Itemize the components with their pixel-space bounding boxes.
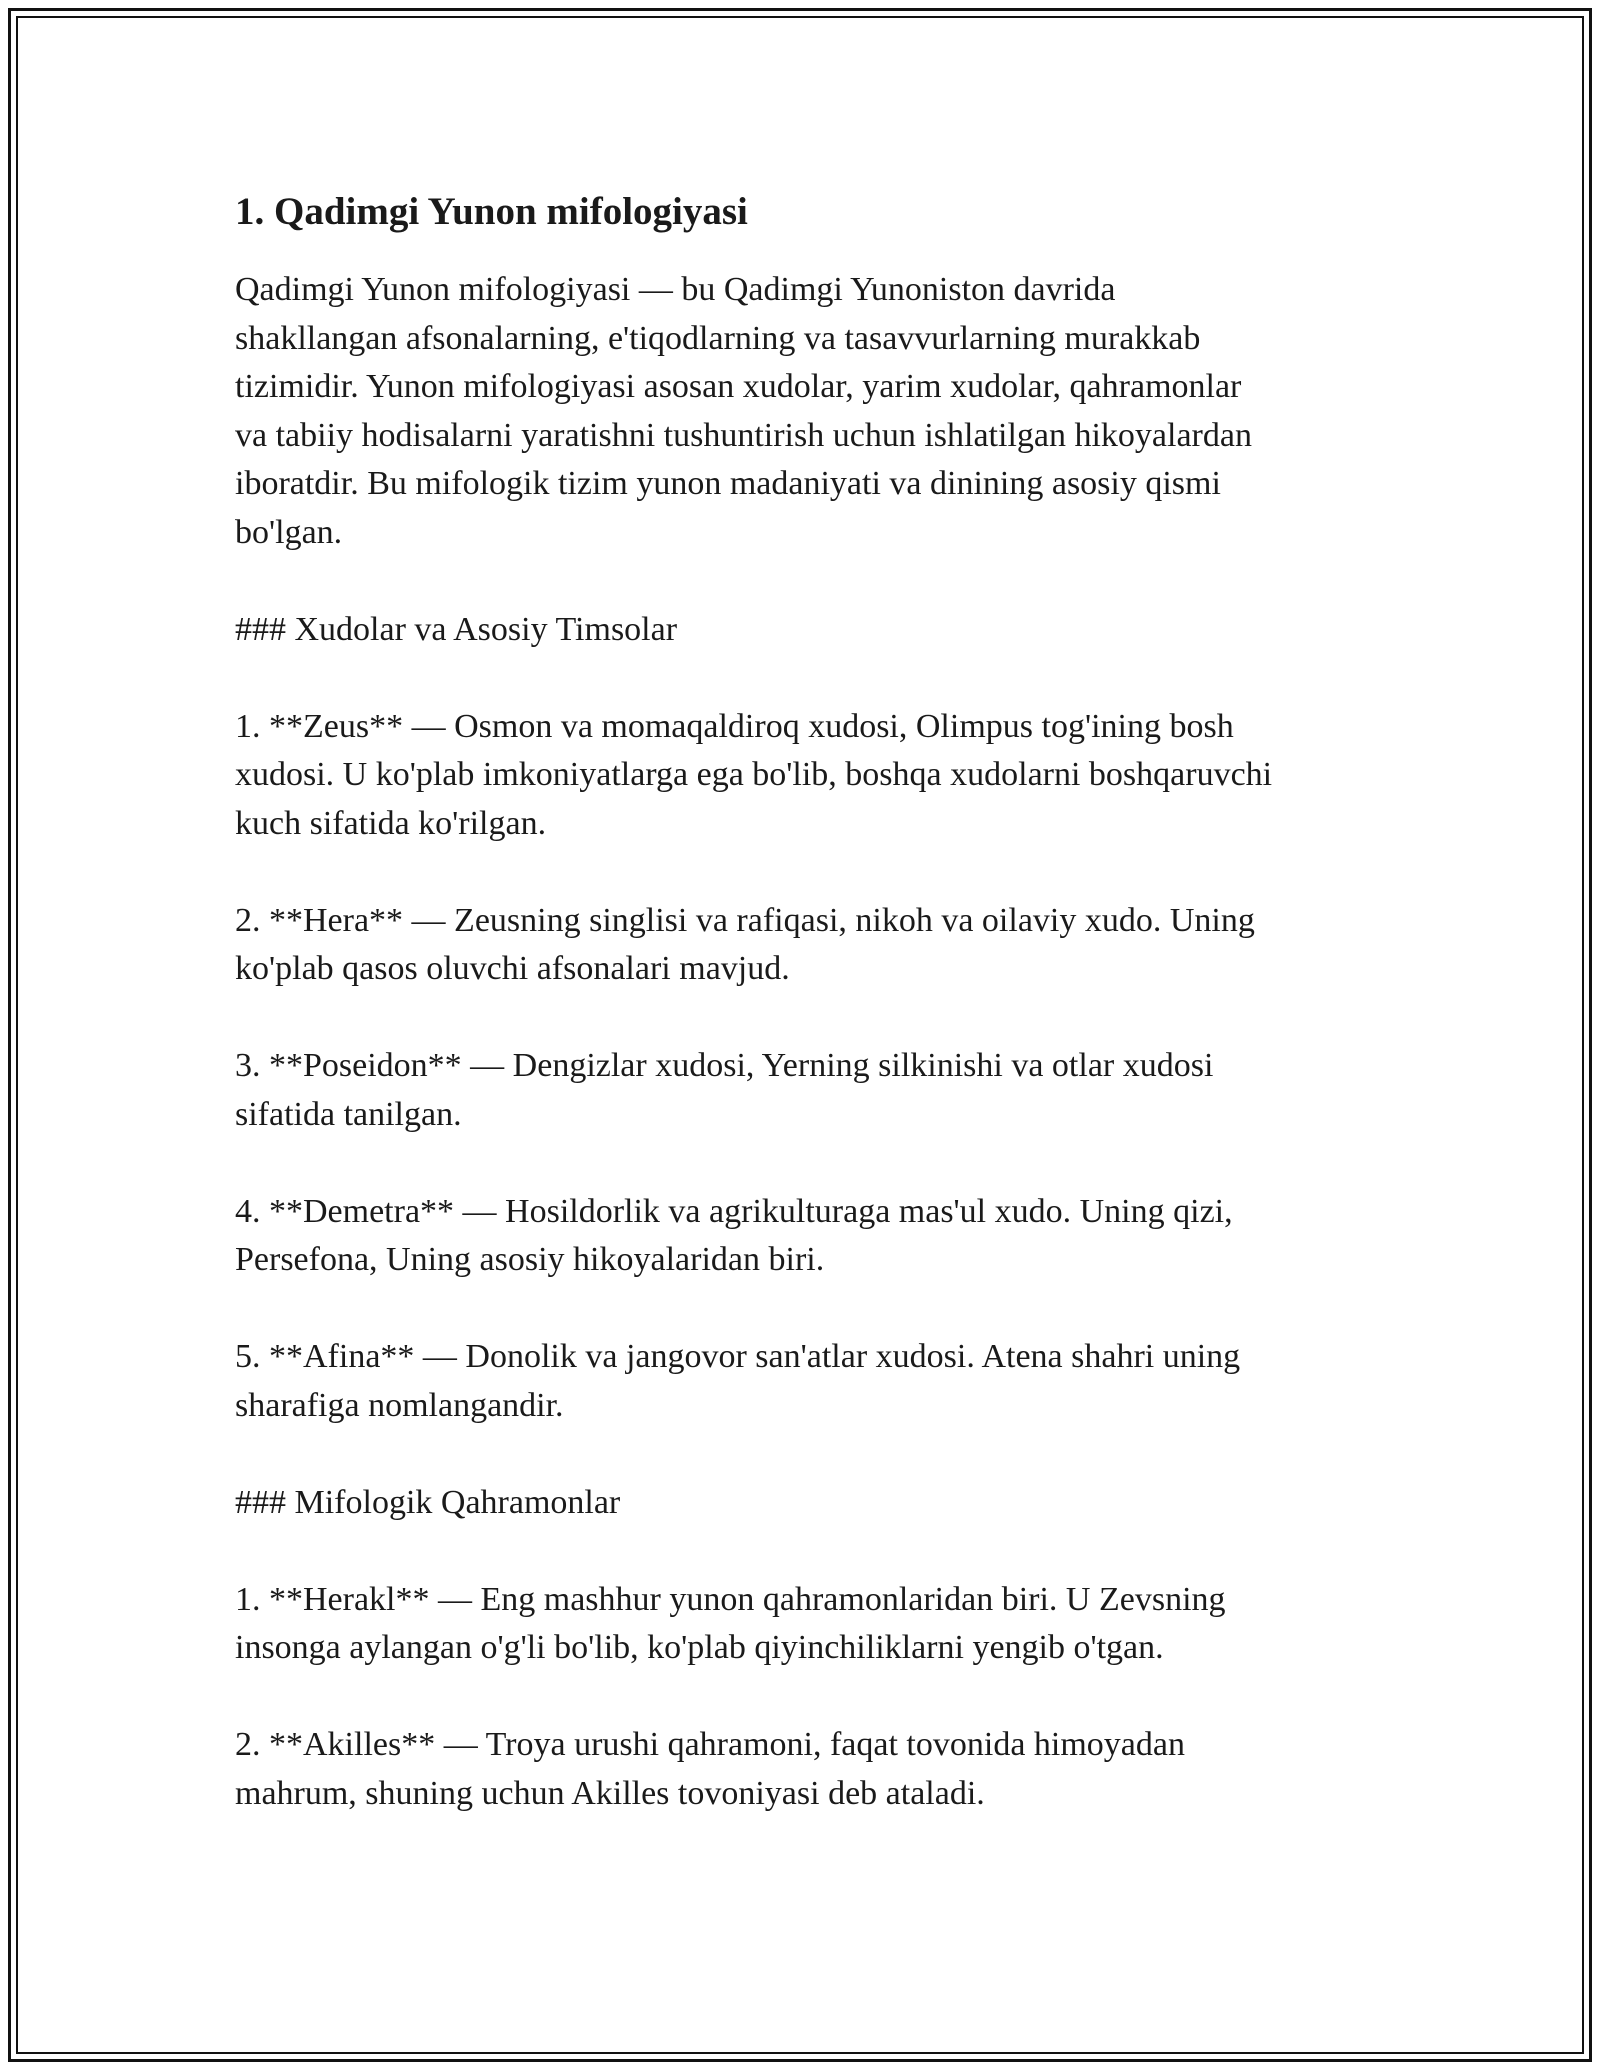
section-heading-heroes: ### Mifologik Qahramonlar [235,1483,621,1521]
list-item-akilles: 2. **Akilles** — Troya urushi qahramoni, faqat tovonida himoyadan mahrum, shuning uchun Akilles tovoniyasi deb ataladi. [235,1726,1185,1812]
list-item-zeus: 1. **Zeus** — Osmon va momaqaldiroq xudosi, Olimpus tog'ining bosh xudosi. U ko'plab imkoniyatlarga ega bo'lib, boshqa xudolarni boshqaruvchi kuch sifatida ko'rilgan. [235,707,1273,842]
document-title: 1. Qadimgi Yunon mifologiyasi [235,190,748,233]
intro-paragraph: Qadimgi Yunon mifologiyasi — bu Qadimgi Yunoniston davrida shakllangan afsonalarning, e'tiqodlarning va tasavvurlarning murakkab tizimidir. Yunon mifologiyasi asosan xudolar, yarim xudolar, qahramonlar va tabiiy hodisalarni yaratishni tushuntirish uchun ishlatilgan hikoyalardan iboratdir. Bu mifologik tizim yunon madaniyati va dinining asosiy qismi bo'lgan. [235,271,1252,551]
document-page [235,186,1375,1818]
list-item-afina: 5. **Afina** — Donolik va jangovor san'atlar xudosi. Atena shahri uning sharafiga nomlangandir. [235,1338,1241,1424]
list-item-herakl: 1. **Herakl** — Eng mashhur yunon qahramonlaridan biri. U Zevsning insonga aylangan o'g'li bo'lib, ko'plab qiyinchiliklarni yengib o'tgan. [235,1580,1226,1666]
list-item-poseidon: 3. **Poseidon** — Dengizlar xudosi, Yerning silkinishi va otlar xudosi sifatida tanilgan. [235,1047,1214,1133]
section-heading-gods: ### Xudolar va Asosiy Timsolar [235,610,678,648]
list-item-demetra: 4. **Demetra** — Hosildorlik va agrikulturaga mas'ul xudo. Uning qizi, Persefona, Uning asosiy hikoyalaridan biri. [235,1192,1233,1278]
list-item-hera: 2. **Hera** — Zeusning singlisi va rafiqasi, nikoh va oilaviy xudo. Uning ko'plab qasos oluvchi afsonalari mavjud. [235,901,1255,987]
